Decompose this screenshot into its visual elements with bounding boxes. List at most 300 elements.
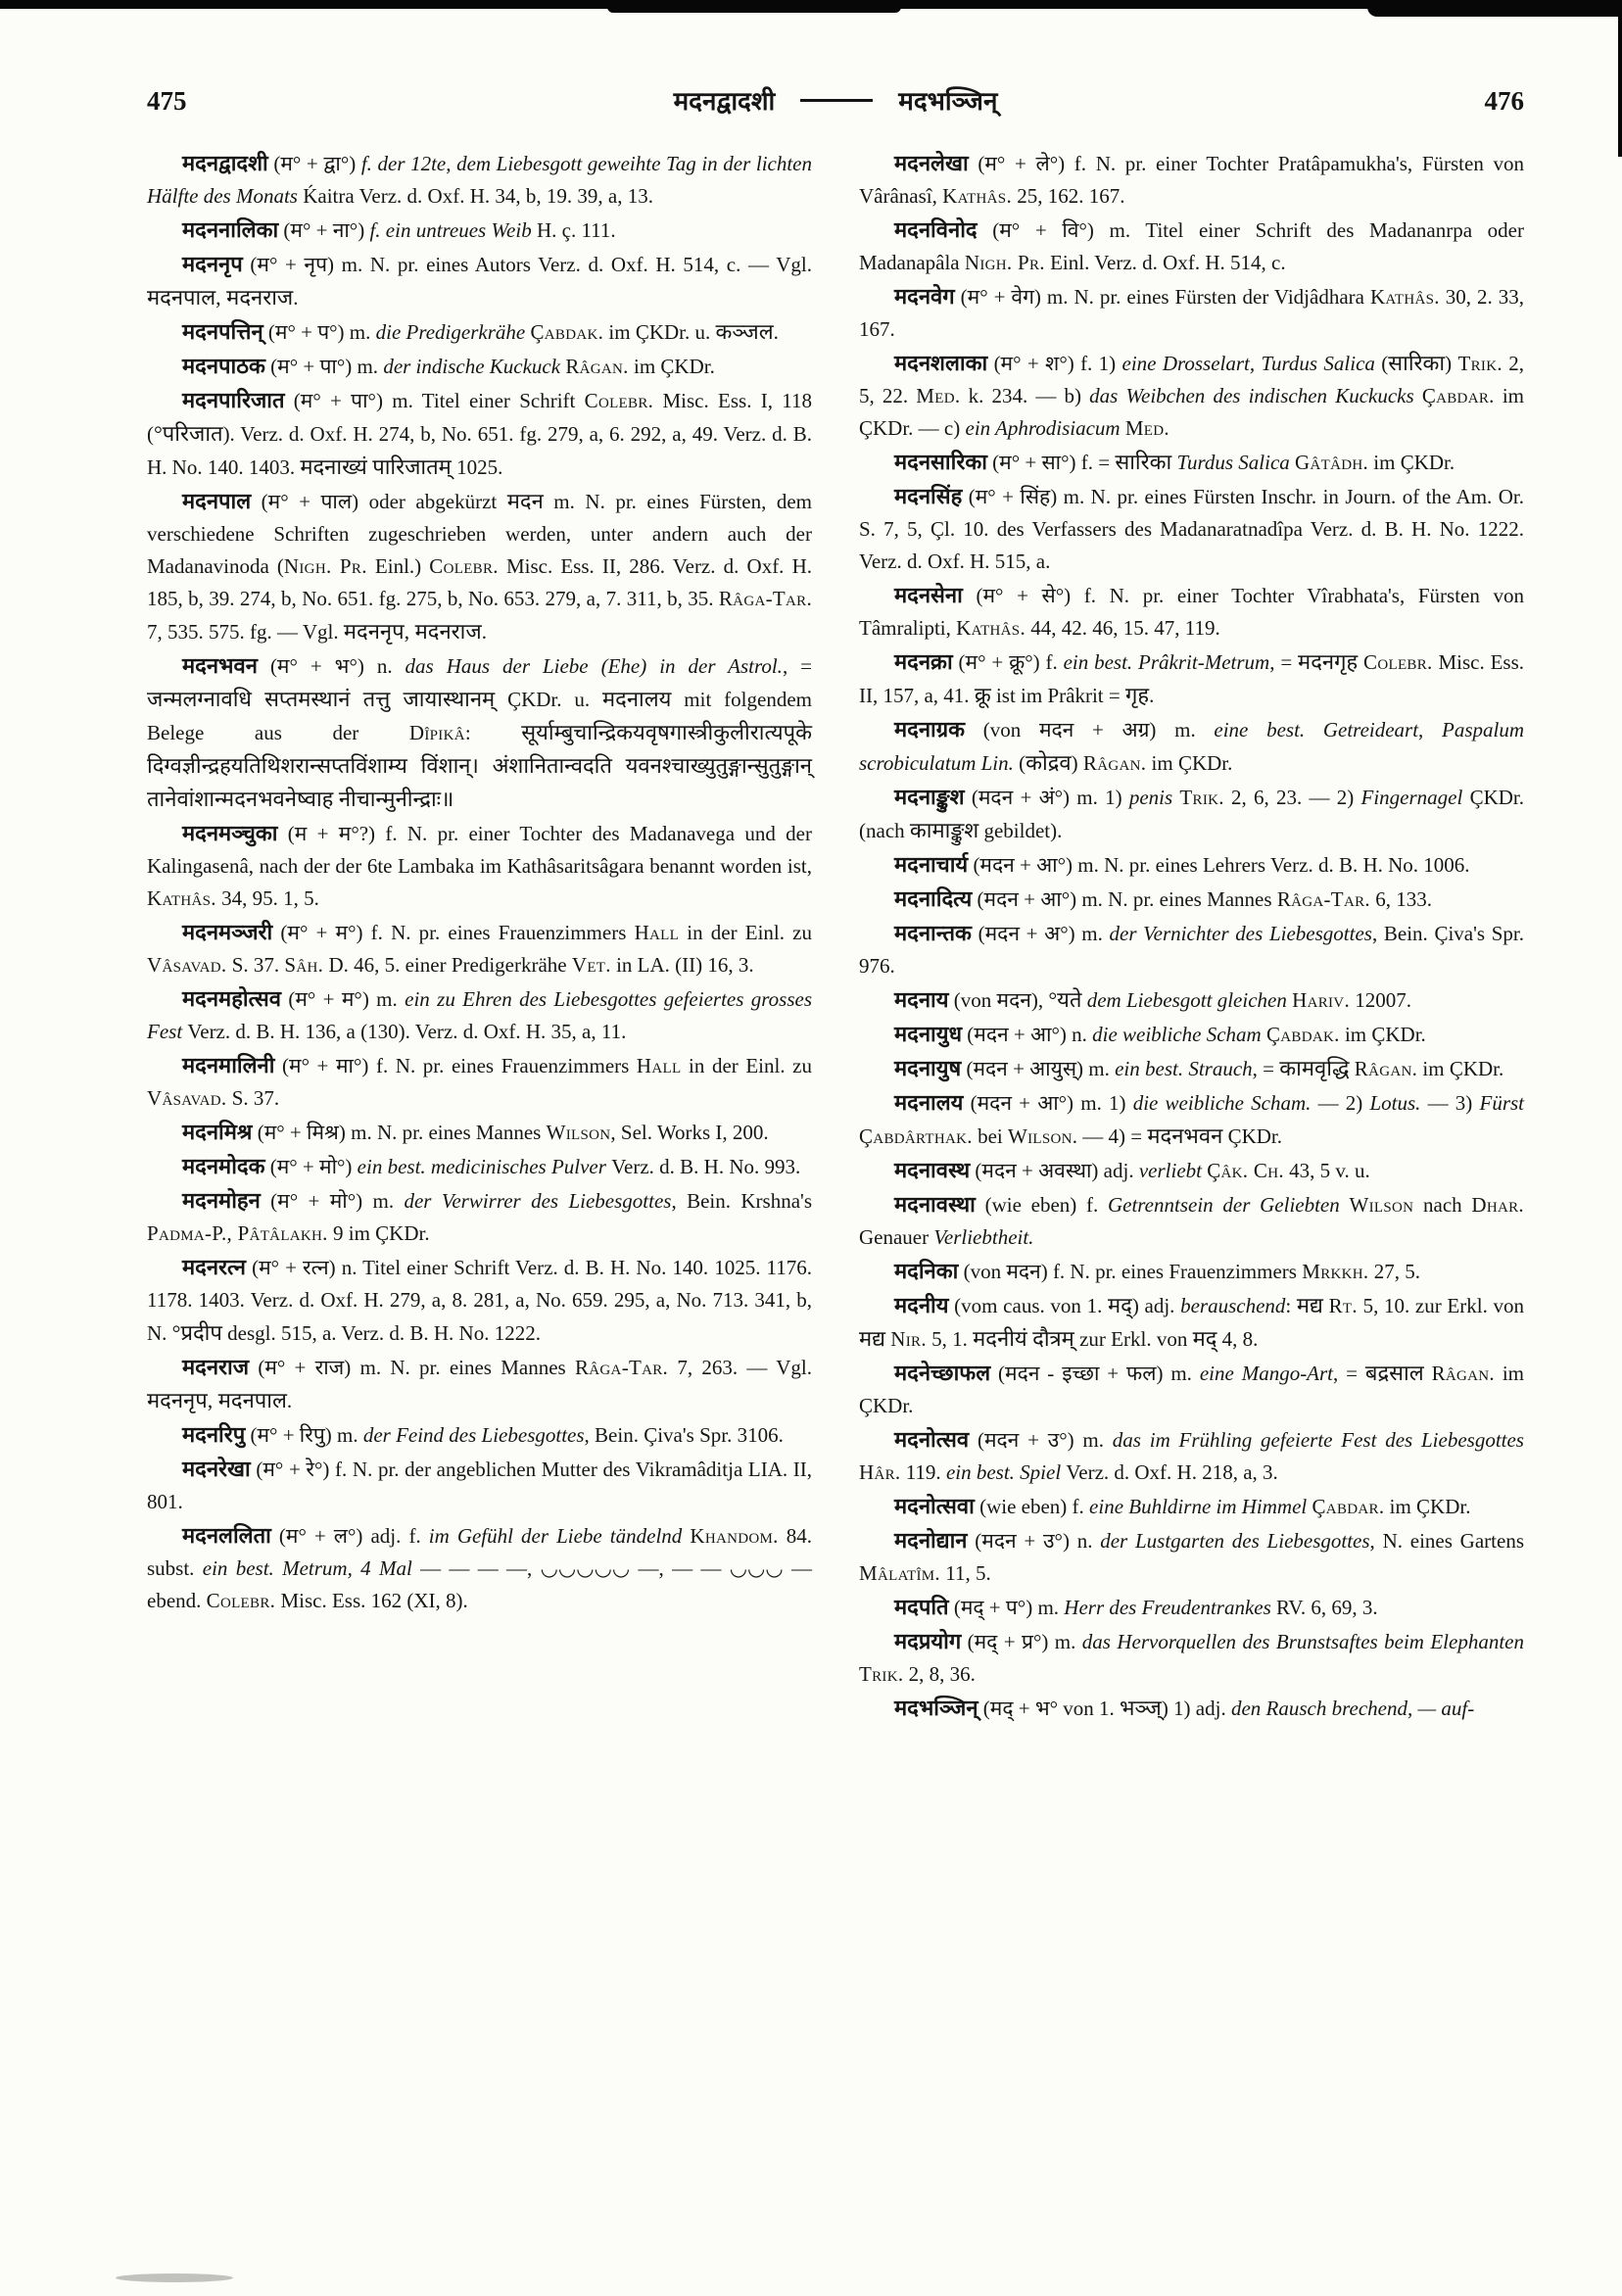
dictionary-entry: [859, 781, 1524, 847]
dictionary-entry: [859, 1086, 1524, 1153]
entry-segment: im ÇKDr.: [859, 1362, 1525, 1417]
entry-segment: den Rausch brechend, — auf-: [1230, 1697, 1475, 1720]
entry-segment: (म° + राज) m. N. pr. eines Mannes: [249, 1356, 575, 1379]
entry-segment: 7, 535. 575. fg. — Vgl.: [147, 620, 344, 644]
entry-headword: मदनावस्था: [894, 1192, 976, 1217]
entry-segment: ein best. Metrum, 4 Mal: [202, 1556, 421, 1580]
entry-segment: Kathâs.: [1369, 285, 1440, 309]
entry-segment: in der Einl. zu: [679, 921, 813, 944]
entry-headword: मदप्रयोग: [894, 1629, 962, 1653]
right-column: [859, 147, 1524, 1726]
entry-segment: in LA. (II) 16, 3.: [610, 953, 754, 977]
entry-segment: .: [286, 1389, 293, 1412]
entry-segment: Verz. d. B. H. No. 993.: [611, 1155, 801, 1178]
entry-headword: मदनादित्य: [894, 886, 973, 911]
entry-headword: मदनललिता: [182, 1523, 271, 1548]
dictionary-entry: [859, 480, 1524, 578]
entry-segment: 5, 1.: [926, 1327, 974, 1351]
entry-segment: Einl. Verz. d. Oxf. H. 514, c.: [1044, 251, 1286, 274]
entry-segment: ein Aphrodisiacum: [965, 416, 1125, 440]
entry-segment: RV. 6, 69, 3.: [1276, 1596, 1378, 1619]
entry-segment: Getrenntsein der Geliebten: [1107, 1193, 1350, 1217]
entry-segment: penis: [1128, 786, 1180, 809]
page-number-left: 475: [147, 86, 187, 116]
scan-smudge-artifact: [116, 2273, 233, 2282]
dictionary-entry: [859, 1524, 1524, 1590]
entry-segment: Padma-P., Pâtâlakh.: [147, 1221, 328, 1245]
entry-segment: (मदन + अवस्था) adj.: [970, 1159, 1139, 1182]
dictionary-entry: [147, 315, 812, 349]
entry-segment: Râgan.: [1431, 1362, 1495, 1385]
running-head: [187, 82, 1485, 118]
entry-segment: Çâk. Ch.: [1207, 1159, 1284, 1182]
entry-segment: (म° + मा°) f. N. pr. eines Frauenzimmers: [274, 1054, 637, 1077]
entry-segment: (म° + वि°) m. Titel einer Schrift des Madananrpa oder Madanapâla: [859, 218, 1524, 274]
dictionary-entry: [859, 983, 1524, 1017]
entry-segment: der Feind des Liebesgottes: [362, 1423, 585, 1447]
entry-segment: Mrkkh.: [1302, 1260, 1369, 1283]
entry-segment: (मद् + भ° von 1.: [978, 1697, 1121, 1720]
entry-segment: (von मदन + अग्र) m.: [965, 718, 1215, 741]
entry-segment: im ÇKDr.: [1146, 751, 1233, 775]
scan-edge-artifact: [607, 0, 901, 13]
entry-segment: :: [1285, 1294, 1297, 1317]
entry-segment: Râga-Tar.: [718, 587, 812, 610]
dictionary-entry: [859, 446, 1524, 479]
entry-segment: 84. subst.: [147, 1524, 812, 1580]
dictionary-entry: [859, 1188, 1524, 1254]
entry-segment: Râga-Tar.: [574, 1356, 669, 1379]
dictionary-entry: [147, 384, 812, 484]
entry-segment: eine Mango-Art: [1199, 1362, 1334, 1385]
entry-segment: 2, 8, 36.: [903, 1662, 976, 1686]
entry-segment: die Predigerkrähe: [375, 320, 531, 344]
entry-segment: बद्रसाल: [1364, 1361, 1424, 1385]
entry-segment: Verz. d. B. H. 136, a (130). Verz. d. Oxf. H. 35, a, 11.: [187, 1020, 627, 1043]
entry-segment: 2, 5, 22.: [859, 352, 1524, 407]
entry-segment: 27, 5.: [1368, 1260, 1420, 1283]
entry-segment: 9 im ÇKDr.: [327, 1221, 430, 1245]
dictionary-entry: [859, 1423, 1524, 1489]
entry-headword: मदनमिश्र: [182, 1120, 253, 1144]
dictionary-entry: [859, 1289, 1524, 1356]
entry-segment: (: [1013, 751, 1026, 775]
entry-segment: m. N. pr. eines Fürsten, dem verschiedene Schriften zugeschrieben werden, unter andern auch der Madanavinoda (: [147, 490, 812, 578]
entry-headword: मदनपत्तिन्: [182, 319, 263, 344]
entry-segment: f. ein untreues Weib: [369, 218, 537, 242]
page-number-right: 476: [1484, 86, 1524, 116]
entry-headword: मदनमञ्जरी: [182, 920, 273, 944]
entry-headword: मदनपाल: [182, 489, 252, 513]
entry-segment: सारिका: [1388, 351, 1446, 375]
entry-segment: im Gefühl der Liebe tändelnd: [428, 1524, 691, 1548]
entry-segment: (म° + नृप) m. N. pr. eines Autors Verz. d. Oxf. H. 514, c. — Vgl.: [242, 253, 812, 276]
entry-segment: Misc. Ess. II, 157, a, 41.: [859, 650, 1524, 707]
entry-segment: zur Erkl. von: [1073, 1327, 1193, 1351]
entry-segment: मद्य: [1296, 1293, 1323, 1317]
entry-segment: Wilson: [1007, 1124, 1073, 1148]
entry-segment: der Lustgarten des Liebesgottes: [1100, 1529, 1370, 1553]
entry-segment: Khandom.: [690, 1524, 779, 1548]
entry-segment: Çabdar.: [1312, 1495, 1385, 1518]
dictionary-entry: [859, 1490, 1524, 1523]
dictionary-entry: [859, 1052, 1524, 1085]
entry-segment: (म° + सिंह) m. N. pr. eines Fürsten Inschr. in Journ. of the Am. Or. S. 7, 5, Çl. 10. des Verfassers des Madanaratnadîpa Verz. d. B. H. No. 1222. Verz. d. Oxf. H. 515, a.: [859, 485, 1524, 573]
entry-segment: ein best. medicinisches Pulver: [357, 1155, 612, 1178]
entry-segment: das Weibchen des indischen Kuckucks: [1089, 384, 1422, 407]
entry-segment: कोद्रव: [1026, 750, 1072, 775]
entry-segment: ÇKDr. u.: [495, 688, 602, 711]
entry-segment: Trik.: [1457, 352, 1503, 375]
entry-segment: सूर्याम्बुचान्द्रिकयवृषगास्त्रीकुलीरात्यपूके दिग्वज्ञीन्द्रहयतिथिशरान्सप्तविंशाम्य विंशान्। अंशानितान्वदति यवनश्चाख्युतुङ्गान्सुतुङ्गान् तानेवांशान्मदनभवनेष्वाह नीचान्मुनीन्द्राः॥: [147, 720, 812, 811]
entry-headword: मदनपारिजात: [182, 388, 285, 412]
entry-segment: S. 37.: [226, 1086, 280, 1110]
left-column: [147, 147, 812, 1726]
entry-segment: (म° + प°) m.: [262, 320, 376, 344]
entry-segment: (मद् + प्र°) m.: [961, 1630, 1082, 1653]
dictionary-entry: [859, 848, 1524, 882]
entry-segment: कञ्जल: [715, 319, 774, 344]
entry-segment: (म° + द्वा°): [267, 152, 361, 175]
dictionary-entry: [859, 579, 1524, 645]
dictionary-entry: [147, 1116, 812, 1149]
entry-segment: — — — —, ◡◡◡◡◡ —, — — ◡◡◡ — ebend.: [147, 1556, 813, 1612]
entry-segment: das Haus der Liebe (Ehe) in der Astrol.: [405, 654, 783, 678]
text-columns: [0, 118, 1622, 1726]
entry-segment: (मदन + उ°) m.: [969, 1428, 1113, 1452]
dictionary-entry: [859, 1255, 1524, 1288]
entry-segment: ) adj.: [1131, 1294, 1181, 1317]
entry-segment: , Bein. Krshna's: [671, 1189, 812, 1213]
entry-segment: मदनीयं दौत्रम्: [973, 1326, 1074, 1351]
entry-segment: mit folgendem Belege aus der: [147, 688, 812, 744]
entry-segment: (von मदन) f. N. pr. eines Frauenzimmers: [958, 1260, 1303, 1283]
running-head-first-word: मदनद्वादशी: [673, 87, 776, 116]
entry-segment: im ÇKDr.: [1384, 1495, 1471, 1518]
entry-headword: मदननृप: [182, 252, 243, 276]
page-header: [0, 0, 1622, 118]
entry-segment: मदनाख्यं पारिजातम्: [300, 454, 452, 479]
entry-segment: Fürst: [1479, 1091, 1525, 1115]
entry-headword: मदनायुध: [894, 1022, 963, 1046]
entry-segment: 7, 263. — Vgl.: [668, 1356, 812, 1379]
scan-edge-artifact: [1618, 0, 1622, 157]
entry-segment: ): [1071, 751, 1083, 775]
entry-segment: Kathâs.: [942, 184, 1012, 208]
dictionary-entry: [859, 1591, 1524, 1624]
entry-segment: Nigh. Pr.: [964, 251, 1045, 274]
entry-segment: Kathâs.: [147, 886, 216, 910]
dictionary-entry: [859, 280, 1524, 346]
entry-segment: मदनभवन: [1147, 1124, 1223, 1148]
entry-segment: Fingernagel: [1360, 786, 1470, 809]
entry-segment: , Bein. Çiva's Spr. 976.: [859, 922, 1525, 978]
entry-segment: das im Frühling gefeierte Fest des Liebesgottes: [1112, 1428, 1524, 1452]
entry-segment: 119.: [900, 1460, 946, 1484]
entry-segment: Nigh. Pr.: [283, 554, 367, 578]
entry-segment: Turdus Salica: [1176, 451, 1296, 474]
entry-segment: (मद् + प°) m.: [948, 1596, 1065, 1619]
dictionary-entry: [859, 646, 1524, 712]
entry-headword: मदनविनोद: [894, 217, 978, 242]
entry-headword: मदनभवन: [182, 653, 258, 678]
entry-headword: मदनपाठक: [182, 354, 265, 378]
entry-segment: .: [293, 286, 299, 310]
dictionary-entry: [859, 214, 1524, 279]
entry-segment: (म° + मो°) m.: [260, 1189, 405, 1213]
entry-segment: Einl.): [366, 554, 430, 578]
entry-segment: Med.: [1124, 416, 1169, 440]
entry-segment: .: [481, 620, 487, 644]
entry-segment: (wie eben) f.: [975, 1193, 1108, 1217]
entry-segment: (मदन + आ°) n.: [962, 1023, 1093, 1046]
entry-headword: मदनद्वादशी: [182, 151, 268, 175]
entry-segment: Trik.: [859, 1662, 904, 1686]
entry-segment: .: [1149, 684, 1155, 707]
entry-segment: der indische Kuckuck: [383, 355, 566, 378]
entry-headword: मदनाचार्य: [894, 852, 969, 877]
entry-segment: Çabdak.: [1265, 1023, 1340, 1046]
entry-segment: (मदन + आ°) m. N. pr. eines Lehrers Verz. d. B. H. No. 1006.: [968, 853, 1470, 877]
dictionary-entry: [859, 1154, 1524, 1187]
entry-segment: (मदन + आ°) m. N. pr. eines Mannes: [972, 887, 1277, 911]
entry-segment: (: [1374, 352, 1389, 375]
entry-segment: Hall: [636, 1054, 682, 1077]
entry-headword: मदनमोहन: [182, 1188, 261, 1213]
entry-segment: verliebt: [1138, 1159, 1208, 1182]
entry-segment: gebildet).: [978, 819, 1063, 842]
entry-segment: °परिजात: [154, 421, 223, 446]
entry-segment: Rt.: [1328, 1294, 1358, 1317]
entry-segment: सारिका: [1115, 450, 1172, 474]
entry-segment: im ÇKDr.: [1368, 451, 1455, 474]
entry-segment: , =: [1252, 1057, 1280, 1080]
entry-segment: (म° + रत्न) n. Titel einer Schrift Verz. d. B. H. No. 140. 1025. 1176. 1178. 1403. Verz. d. Oxf. H. 279, a, 8. 281, a, No. 659. 295, a, No. 713. 341, b, N.: [147, 1256, 812, 1345]
entry-segment: (म + म°?) f. N. pr. einer Tochter des Madanavega und der Kalingasenâ, nach der der 6te Lambaka im Kathâsaritsâgara benannt worden ist,: [147, 822, 812, 878]
entry-segment: (म° + ना°): [278, 218, 370, 242]
dictionary-entry: [147, 147, 812, 213]
entry-segment: Dhar.: [1471, 1193, 1524, 1217]
entry-headword: मदनेच्छाफल: [894, 1361, 991, 1385]
entry-segment: कामवृद्धि: [1279, 1056, 1350, 1080]
entry-segment: (म° + ल°) adj. f.: [270, 1524, 429, 1548]
entry-segment: ein best. Prâkrit-Metrum: [1063, 650, 1270, 674]
entry-headword: मदनोत्सव: [894, 1427, 970, 1452]
entry-segment: Kathâs.: [956, 616, 1026, 640]
entry-segment: eine Buhldirne im Himmel: [1089, 1495, 1312, 1518]
entry-segment: dem Liebesgott gleichen: [1086, 988, 1293, 1012]
entry-segment: (म° + पाल) oder abgekürzt: [251, 490, 507, 513]
entry-headword: मदननालिका: [182, 217, 279, 242]
entry-segment: 25, 162. 167.: [1012, 184, 1125, 208]
entry-segment: °प्रदीप: [171, 1320, 222, 1345]
entry-headword: मदनिका: [894, 1259, 959, 1283]
entry-segment: (म° + भ°) n.: [257, 654, 406, 678]
dictionary-entry: [147, 982, 812, 1048]
entry-headword: मदनसिंह: [894, 484, 963, 508]
entry-segment: , =: [782, 654, 813, 678]
entry-headword: मदनरेखा: [182, 1457, 251, 1481]
entry-segment: , N. eines Gartens: [1369, 1529, 1524, 1553]
entry-segment: Çabdar.: [1421, 384, 1495, 407]
entry-segment: 2, 6, 23. — 2): [1223, 786, 1361, 809]
entry-segment: im ÇKDr. u.: [603, 320, 716, 344]
entry-segment: im ÇKDr.: [1417, 1057, 1504, 1080]
entry-segment: मदनगृह: [1298, 649, 1359, 674]
entry-segment: (von मदन),: [948, 988, 1049, 1012]
entry-segment: मदननृप, मदनराज: [343, 619, 482, 644]
scan-edge-artifact: [1367, 0, 1622, 17]
entry-segment: Râgan.: [565, 355, 629, 378]
entry-segment: ) 1) adj.: [1161, 1697, 1231, 1720]
entry-segment: Colebr.: [429, 554, 499, 578]
entry-headword: मदनक्रा: [894, 649, 953, 674]
entry-segment: Hall: [634, 921, 680, 944]
entry-segment: , =: [1269, 650, 1299, 674]
entry-segment: ist im Prâkrit =: [990, 684, 1125, 707]
entry-segment: ): [1445, 352, 1458, 375]
entry-segment: (म° + म°) m.: [280, 987, 406, 1011]
entry-segment: H. ç. 111.: [536, 218, 616, 242]
entry-segment: bei: [972, 1124, 1008, 1148]
entry-segment: मद्य: [859, 1326, 886, 1351]
entry-segment: Colebr.: [584, 389, 654, 412]
entry-segment: (म° + सा°) f. =: [986, 451, 1116, 474]
entry-headword: मदभञ्जिन्: [894, 1696, 978, 1720]
running-head-separator: [800, 99, 873, 102]
entry-segment: , Bein. Çiva's Spr. 3106.: [584, 1423, 784, 1447]
entry-segment: Vet.: [571, 953, 611, 977]
entry-segment: ÇKDr.: [1222, 1124, 1283, 1148]
entry-segment: (मदन + आयुस्) m.: [961, 1057, 1116, 1080]
dictionary-entry: [147, 350, 812, 383]
entry-segment: 34, 95. 1, 5.: [215, 886, 319, 910]
dictionary-entry: [859, 347, 1524, 445]
entry-headword: मदनमालिनी: [182, 1053, 275, 1077]
entry-segment: (म° + से°) f. N. pr. einer Tochter Vîrabhata's, Fürsten von Tâmralipti,: [859, 584, 1524, 640]
entry-segment: (म° + वेग) m. N. pr. eines Fürsten der Vidjâdhara: [954, 285, 1370, 309]
entry-headword: मदनवेग: [894, 284, 955, 309]
entry-segment: nach: [1413, 1193, 1472, 1217]
entry-segment: 11, 5.: [939, 1561, 991, 1585]
entry-segment: भञ्ज्: [1120, 1696, 1162, 1720]
entry-segment: Lotus.: [1369, 1091, 1421, 1115]
dictionary-entry: [859, 917, 1524, 982]
entry-segment: Hâr.: [859, 1460, 901, 1484]
entry-segment: मदननृप, मदनपाल: [147, 1388, 287, 1412]
entry-segment: (म° + म°) f. N. pr. eines Frauenzimmers: [272, 921, 635, 944]
entry-segment: 5, 10. zur Erkl. von: [1357, 1294, 1524, 1317]
entry-segment: 44, 42. 46, 15. 47, 119.: [1026, 616, 1220, 640]
entry-segment: 12007.: [1350, 988, 1411, 1012]
entry-segment: Râgan.: [1354, 1057, 1418, 1080]
entry-segment: eine Drosselart, Turdus Salica: [1121, 352, 1375, 375]
entry-segment: Verliebtheit.: [933, 1225, 1034, 1249]
entry-segment: Ḱaitra Verz. d. Oxf. H. 34, b, 19. 39, a, 13.: [303, 184, 653, 208]
entry-segment: क्रू: [974, 683, 991, 707]
entry-segment: Verz. d. Oxf. H. 218, a, 3.: [1066, 1460, 1278, 1484]
entry-segment: मदन: [506, 489, 544, 513]
entry-segment: :: [464, 721, 522, 744]
entry-headword: मदनोद्यान: [894, 1528, 968, 1553]
entry-segment: Çabdârthak.: [859, 1124, 973, 1148]
dictionary-entry: [147, 1418, 812, 1452]
entry-segment: (मदन + अ°) m.: [971, 922, 1110, 945]
entry-segment: Misc. Ess. 162 (XI, 8).: [275, 1589, 468, 1612]
entry-segment: (म° + रे°) f. N. pr. der angeblichen Mutter des Vikramâditja LIA. II, 801.: [147, 1458, 812, 1513]
entry-segment: Nir.: [890, 1327, 927, 1351]
entry-segment: मद्: [1192, 1326, 1217, 1351]
entry-segment: 43, 5 v. u.: [1283, 1159, 1370, 1182]
entry-headword: मदनावस्थ: [894, 1158, 971, 1182]
entry-headword: मदनालय: [894, 1090, 964, 1115]
dictionary-entry: [147, 1351, 812, 1417]
entry-segment: im ÇKDr. — c): [859, 384, 1524, 440]
dictionary-entry: [859, 1625, 1524, 1691]
entry-segment: S. 37.: [226, 953, 285, 977]
entry-segment: मदनालय: [602, 687, 672, 711]
entry-headword: मदनीय: [894, 1293, 949, 1317]
entry-segment: मदनपाल, मदनराज: [147, 285, 294, 310]
entry-segment: Gâtâdh.: [1295, 451, 1369, 474]
entry-segment: (म° + मो°): [264, 1155, 358, 1178]
dictionary-entry: [147, 1184, 812, 1250]
entry-segment: Misc. Ess. I, 118 (: [147, 389, 812, 446]
entry-segment: (म° + पा°) m. Titel einer Schrift: [284, 389, 585, 412]
entry-segment: — 2): [1311, 1091, 1370, 1115]
dictionary-entry: [859, 1018, 1524, 1051]
entry-segment: Râga-Tar.: [1276, 887, 1370, 911]
entry-segment: Mâlatîm.: [859, 1561, 940, 1585]
running-head-last-word: मदभञ्जिन्: [898, 87, 998, 116]
dictionary-entry: [859, 1357, 1524, 1422]
entry-segment: Colebr.: [206, 1589, 276, 1612]
entry-headword: मदनसेना: [894, 583, 963, 607]
entry-segment: Dîpikâ: [408, 721, 465, 744]
entry-segment: मद्: [1108, 1293, 1132, 1317]
dictionary-entry: [859, 713, 1524, 780]
entry-segment: desgl. 515, a. Verz. d. B. H. No. 1222.: [221, 1321, 541, 1345]
entry-segment: ). Verz. d. Oxf. H. 274, b, No. 651. fg. 279, a, 6. 292, a, 49. Verz. d. B. H. No. 140. 1403.: [147, 422, 812, 479]
entry-segment: 30, 2. 33, 167.: [859, 285, 1525, 341]
entry-headword: मदनमञ्चुका: [182, 821, 278, 845]
dictionary-entry: [147, 916, 812, 981]
dictionary-entry: [147, 649, 812, 816]
dictionary-entry: [147, 1150, 812, 1183]
dictionary-entry: [147, 1049, 812, 1115]
entry-segment: (म° + श°) f. 1): [987, 352, 1122, 375]
entry-segment: ein best. Strauch: [1115, 1057, 1253, 1080]
entry-headword: मदनमहोत्सव: [182, 986, 281, 1011]
entry-segment: 4, 8.: [1216, 1327, 1259, 1351]
dictionary-entry: [147, 1251, 812, 1350]
entry-segment: Hariv.: [1292, 988, 1350, 1012]
entry-headword: मदपति: [894, 1595, 949, 1619]
entry-headword: मदनरिपु: [182, 1422, 246, 1447]
entry-headword: मदनाय: [894, 987, 949, 1012]
entry-segment: (मदन + अं°) m. 1): [964, 786, 1129, 809]
entry-segment: f. der 12te, dem Liebesgott geweihte Tag in der lichten Hälfte des Monats: [147, 152, 812, 208]
entry-headword: मदनायुष: [894, 1056, 962, 1080]
entry-segment: im ÇKDr.: [1339, 1023, 1426, 1046]
entry-headword: मदनरत्न: [182, 1255, 247, 1279]
entry-segment: Sâh.: [284, 953, 324, 977]
entry-segment: die weibliche Scham: [1092, 1023, 1266, 1046]
entry-segment: Genauer: [859, 1225, 934, 1249]
entry-segment: (म° + ले°) f. N. pr. einer Tochter Pratâpamukha's, Fürsten von Vârânasî,: [859, 152, 1524, 208]
dictionary-entry: [859, 883, 1524, 916]
entry-headword: मदनलेखा: [894, 151, 969, 175]
